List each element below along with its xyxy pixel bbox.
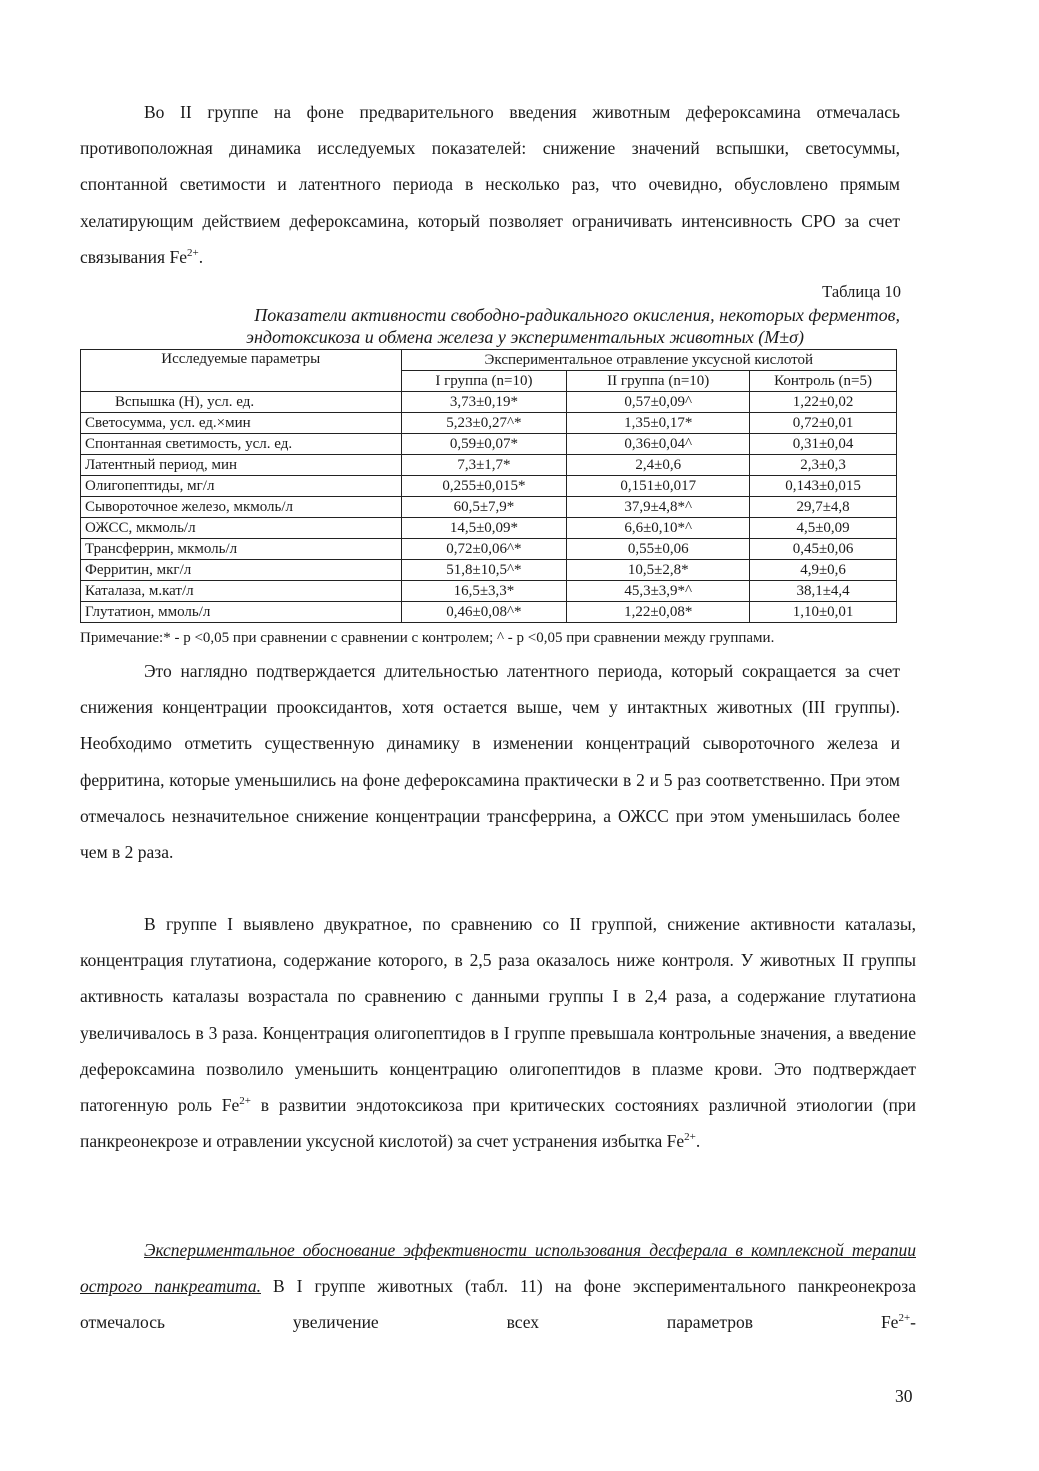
row-value-g1: 5,23±0,27^* [401,413,567,434]
superscript: 2+ [239,1095,251,1108]
data-table [80,349,897,623]
row-value-c: 0,72±0,01 [750,413,897,434]
paragraph-3 [80,906,916,1159]
row-label: Каталаза, м.кат/л [81,581,402,602]
header-params: Исследуемые параметры [81,350,402,392]
row-label: ОЖСС, мкмоль/л [81,518,402,539]
row-value-g2: 1,35±0,17* [567,413,750,434]
row-value-g2: 6,6±0,10*^ [567,518,750,539]
row-label: Олигопептиды, мг/л [81,476,402,497]
table-caption-line-1: Показатели активности свободно-радикального окисления, некоторых ферментов, [254,305,900,325]
row-label: Вспышка (Н), усл. ед. [81,392,402,413]
table-body [81,392,897,623]
row-value-g2: 45,3±3,9*^ [567,581,750,602]
row-value-c: 0,143±0,015 [750,476,897,497]
paragraph-3-text: В группе I выявлено двукратное, по сравнению со II группой, снижение активности каталазы, концентрация глутатиона, содержание которого, в 2,5 раза оказалось ниже контроля. У животных II группы активность каталазы возрастала по сравнению с данными группы I в 2,4 раза, а содержание глутатиона увеличивалось в 3 раза. Концентрация олигопептидов в I группе превышала контрольные значения, а введение дефероксамина позволило уменьшить концентрацию олигопептидов в плазме крови. Это подтверждает патогенную роль Fe [80,914,916,1116]
paragraph-1-tail: . [198,246,204,267]
row-value-g2: 0,151±0,017 [567,476,750,497]
row-value-c: 0,45±0,06 [750,539,897,560]
table-row [81,518,897,539]
row-value-c: 38,1±4,4 [750,581,897,602]
row-label: Сывороточное железо, мкмоль/л [81,497,402,518]
row-value-c: 0,31±0,04 [750,434,897,455]
row-value-g2: 0,36±0,04^ [567,434,750,455]
row-value-g1: 7,3±1,7* [401,455,567,476]
table-caption [80,304,900,348]
table-number: Таблица 10 [822,282,901,301]
row-label: Ферритин, мкг/л [81,560,402,581]
table-row [81,434,897,455]
row-value-g1: 3,73±0,19* [401,392,567,413]
table-row [81,539,897,560]
row-value-g2: 1,22±0,08* [567,602,750,623]
row-value-g1: 0,72±0,06^* [401,539,567,560]
row-value-g1: 14,5±0,09* [401,518,567,539]
row-label: Спонтанная светимость, усл. ед. [81,434,402,455]
paragraph-4 [80,1232,916,1341]
table-row [81,560,897,581]
table-caption-line-2: эндотоксикоза и обмена железа у экспериментальных животных (М±σ) [246,327,804,347]
row-label: Светосумма, усл. ед.×мин [81,413,402,434]
paragraph-1 [80,94,900,275]
header-col-group-2: II группа (n=10) [567,371,750,392]
table-row [81,392,897,413]
row-value-g1: 0,255±0,015* [401,476,567,497]
row-value-g1: 51,8±10,5^* [401,560,567,581]
page-number: 30 [895,1386,913,1406]
table-row [81,413,897,434]
row-value-c: 29,7±4,8 [750,497,897,518]
header-group: Экспериментальное отравление уксусной кислотой [401,350,896,371]
row-value-c: 4,5±0,09 [750,518,897,539]
superscript: 2+ [898,1312,911,1325]
header-col-group-1: I группа (n=10) [401,371,567,392]
row-value-g2: 0,55±0,06 [567,539,750,560]
row-value-g2: 2,4±0,6 [567,455,750,476]
paragraph-2-text: Это наглядно подтверждается длительностью латентного периода, который сокращается за счет снижения концентрации прооксидантов, хотя остается выше, чем у интактных животных (III группы). Необходимо отметить существенную динамику в изменении концентраций сывороточного железа и ферритина, которые уменьшились на фоне дефероксамина практически в 2 и 5 раз соответственно. При этом отмечалось незначительное снижение концентрации трансферрина, а ОЖСС при этом уменьшилась более чем в 2 раза. [80,661,900,863]
row-value-g2: 37,9±4,8*^ [567,497,750,518]
paragraph-3-tail: . [695,1131,701,1152]
paragraph-4-tail: - [910,1312,916,1333]
table-row [81,476,897,497]
paragraph-1-text: Во II группе на фоне предварительного введения животным дефероксамина отмечалась противоположная динамика исследуемых показателей: снижение значений вспышки, светосуммы, спонтанной светимости и латентного периода в несколько раз, что очевидно, обусловлено прямым хелатирующим действием дефероксамина, который позволяет ограничивать интенсивность СРО за счет связывания Fe [80,102,900,267]
row-value-g1: 16,5±3,3* [401,581,567,602]
table-row [81,497,897,518]
row-value-c: 2,3±0,3 [750,455,897,476]
header-col-control: Контроль (n=5) [750,371,897,392]
table-row [81,581,897,602]
row-label: Латентный период, мин [81,455,402,476]
row-value-c: 4,9±0,6 [750,560,897,581]
row-value-g2: 0,57±0,09^ [567,392,750,413]
superscript: 2+ [684,1131,696,1144]
row-value-c: 1,10±0,01 [750,602,897,623]
paragraph-2 [80,653,900,870]
paragraph-4-text: В I группе животных (табл. 11) на фоне экспериментального панкреонекроза отмечалось увеличение всех параметров Fe [80,1276,916,1333]
row-value-g2: 10,5±2,8* [567,560,750,581]
table-note: Примечание:* - р <0,05 при сравнении с сравнении с контролем; ^ - р <0,05 при сравнении между группами. [80,630,775,646]
row-value-g1: 0,46±0,08^* [401,602,567,623]
section-heading: Экспериментальное обоснование эффективности использования десферала в комплексной терапии острого панкреатита. [80,1240,916,1297]
row-value-g1: 0,59±0,07* [401,434,567,455]
row-label: Глутатион, ммоль/л [81,602,402,623]
row-value-g1: 60,5±7,9* [401,497,567,518]
row-value-c: 1,22±0,02 [750,392,897,413]
table-row [81,455,897,476]
superscript: 2+ [186,246,199,259]
paragraph-3-text-2: в развитии эндотоксикоза при критических состояниях различной этиологии (при панкреонекрозе и отравлении уксусной кислотой) за счет устранения избытка Fe [80,1095,916,1152]
table-row [81,602,897,623]
row-label: Трансферрин, мкмоль/л [81,539,402,560]
